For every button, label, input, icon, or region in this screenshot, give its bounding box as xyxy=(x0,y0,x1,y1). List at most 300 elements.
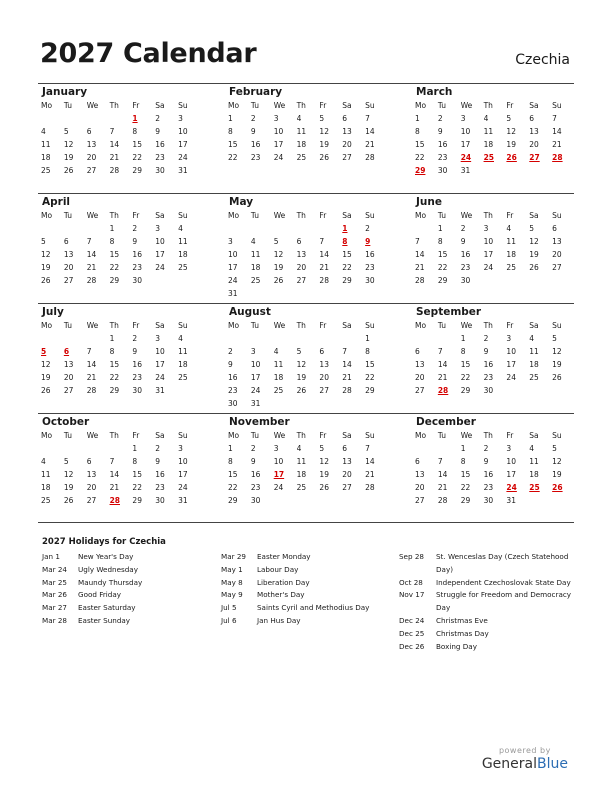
day-cell: 28 xyxy=(437,496,448,505)
country-label: Czechia xyxy=(515,52,570,68)
day-cell: 10 xyxy=(228,250,238,259)
weekday-header: Fr xyxy=(319,101,327,110)
empty-day-cell xyxy=(294,222,317,235)
day-cell: 29 xyxy=(109,276,120,285)
holiday-date: Mar 28 xyxy=(42,615,67,625)
holiday-date: May 1 xyxy=(221,564,243,574)
weekday-header: Tu xyxy=(63,321,73,330)
day-cell: 5 xyxy=(296,347,302,356)
day-cell: 10 xyxy=(155,237,165,246)
day-cell: 3 xyxy=(506,334,512,343)
month-name: September xyxy=(416,306,482,318)
day-cell: 5 xyxy=(273,237,279,246)
weekday-header: Fr xyxy=(506,211,514,220)
day-cell: 2 xyxy=(250,114,256,123)
day-cell: 30 xyxy=(250,496,261,505)
day-cell: 18 xyxy=(529,360,539,369)
day-cell: 17 xyxy=(155,250,165,259)
weekday-header: We xyxy=(273,101,286,110)
month-block xyxy=(225,304,385,410)
day-cell: 21 xyxy=(437,373,448,382)
holiday-item xyxy=(42,589,202,602)
day-cell: 11 xyxy=(529,457,539,466)
day-cell: 13 xyxy=(342,457,352,466)
page-title: 2027 Calendar xyxy=(40,38,257,69)
holiday-item xyxy=(399,551,574,577)
empty-day-cell xyxy=(435,442,458,455)
day-cell: 16 xyxy=(483,360,494,369)
day-cell: 6 xyxy=(415,347,420,356)
weekday-header: Fr xyxy=(506,431,514,440)
month-row xyxy=(38,83,574,193)
day-cell: 26 xyxy=(63,166,74,175)
day-grid xyxy=(38,209,198,287)
day-cell: 25 xyxy=(41,496,51,505)
day-cell: 22 xyxy=(109,263,120,272)
holiday-item xyxy=(399,577,574,590)
weekday-header: Mo xyxy=(41,431,53,440)
day-cell: 10 xyxy=(178,457,188,466)
day-cell: 11 xyxy=(483,127,494,136)
holiday-name: Ugly Wednesday xyxy=(78,564,138,574)
day-cell: 20 xyxy=(342,140,352,149)
weekday-header: Su xyxy=(178,101,188,110)
day-cell: 5 xyxy=(63,127,69,136)
weekday-header: Mo xyxy=(228,101,240,110)
day-cell: 30 xyxy=(155,166,165,175)
day-cell: 9 xyxy=(483,347,489,356)
holiday-item xyxy=(42,564,202,577)
day-cell: 11 xyxy=(41,140,51,149)
day-cell: 28 xyxy=(86,276,97,285)
day-cell: 22 xyxy=(460,483,471,492)
day-cell: 19 xyxy=(41,263,51,272)
day-cell: 2 xyxy=(250,444,256,453)
day-cell: 19 xyxy=(529,250,539,259)
day-cell: 21 xyxy=(319,263,329,272)
holiday-date: May 9 xyxy=(221,590,243,600)
month-row xyxy=(38,413,574,523)
holiday-day-cell: 28 xyxy=(437,386,449,395)
day-cell: 5 xyxy=(506,114,512,123)
day-cell: 8 xyxy=(109,347,115,356)
weekday-header: Th xyxy=(296,321,306,330)
weekday-header: Mo xyxy=(41,101,53,110)
weekday-header: Su xyxy=(178,211,188,220)
day-cell: 16 xyxy=(132,250,142,259)
day-cell: 18 xyxy=(273,373,284,382)
day-cell: 16 xyxy=(250,470,261,479)
day-cell: 19 xyxy=(63,483,74,492)
holiday-name: Labour Day xyxy=(257,564,299,574)
day-cell: 3 xyxy=(155,334,161,343)
day-cell: 12 xyxy=(529,237,539,246)
weekday-header: Su xyxy=(552,211,562,220)
day-cell: 23 xyxy=(460,263,471,272)
day-cell: 14 xyxy=(319,250,329,259)
holiday-date: Sep 28 xyxy=(399,552,424,561)
empty-day-cell xyxy=(294,332,317,345)
day-cell: 20 xyxy=(86,483,97,492)
day-cell: 4 xyxy=(483,114,489,123)
weekday-header: Su xyxy=(365,211,375,220)
day-cell: 21 xyxy=(365,140,375,149)
month-name: July xyxy=(42,306,64,318)
day-cell: 26 xyxy=(41,386,51,395)
weekday-header: Th xyxy=(109,431,119,440)
weekday-header: We xyxy=(86,321,99,330)
day-cell: 16 xyxy=(155,140,165,149)
weekday-header: We xyxy=(86,101,99,110)
day-grid xyxy=(412,319,572,397)
day-cell: 7 xyxy=(319,237,325,246)
day-cell: 4 xyxy=(529,444,535,453)
day-cell: 7 xyxy=(437,347,443,356)
holiday-day-cell: 29 xyxy=(415,166,426,175)
weekday-header: Su xyxy=(178,431,188,440)
day-cell: 27 xyxy=(342,153,352,162)
day-cell: 26 xyxy=(552,373,562,382)
day-cell: 16 xyxy=(483,470,494,479)
day-cell: 10 xyxy=(178,127,188,136)
day-cell: 5 xyxy=(552,334,557,343)
weekday-header: Sa xyxy=(529,211,539,220)
empty-day-cell xyxy=(38,112,61,125)
holiday-day-cell: 26 xyxy=(506,153,517,162)
holiday-date: Mar 27 xyxy=(42,603,67,613)
day-cell: 24 xyxy=(273,483,284,492)
holiday-item xyxy=(221,551,386,564)
day-cell: 19 xyxy=(296,373,307,382)
weekday-header: Sa xyxy=(529,431,539,440)
empty-day-cell xyxy=(38,222,61,235)
day-cell: 31 xyxy=(228,289,238,298)
empty-day-cell xyxy=(84,332,107,345)
holiday-name: Struggle for Freedom and Democracy Day xyxy=(436,590,572,613)
empty-day-cell xyxy=(38,332,61,345)
day-cell: 4 xyxy=(178,224,183,233)
day-cell: 14 xyxy=(552,127,562,136)
weekday-header: Th xyxy=(483,211,493,220)
day-cell: 2 xyxy=(155,444,161,453)
day-cell: 2 xyxy=(155,114,161,123)
day-cell: 14 xyxy=(109,140,120,149)
day-cell: 22 xyxy=(342,263,352,272)
day-cell: 9 xyxy=(250,127,256,136)
day-cell: 29 xyxy=(342,276,352,285)
day-cell: 6 xyxy=(552,224,557,233)
weekday-header: Su xyxy=(178,321,188,330)
day-cell: 2 xyxy=(132,224,138,233)
holidays-title: 2027 Holidays for Czechia xyxy=(42,537,166,547)
day-cell: 11 xyxy=(41,470,51,479)
day-cell: 27 xyxy=(63,276,74,285)
holiday-name: Christmas Day xyxy=(436,628,489,638)
holiday-name: Christmas Eve xyxy=(436,615,488,625)
month-block xyxy=(225,194,385,300)
day-grid xyxy=(412,209,572,287)
day-cell: 22 xyxy=(460,373,471,382)
day-cell: 24 xyxy=(178,483,188,492)
empty-day-cell xyxy=(271,222,294,235)
day-cell: 19 xyxy=(319,470,329,479)
day-cell: 12 xyxy=(63,140,74,149)
day-cell: 6 xyxy=(319,347,325,356)
weekday-header: Sa xyxy=(342,101,352,110)
weekday-header: We xyxy=(460,321,473,330)
day-cell: 11 xyxy=(296,127,307,136)
day-cell: 6 xyxy=(86,127,92,136)
day-cell: 3 xyxy=(273,444,279,453)
day-cell: 5 xyxy=(529,224,535,233)
day-grid xyxy=(225,99,385,164)
day-cell: 23 xyxy=(250,483,261,492)
holiday-day-cell: 24 xyxy=(460,153,472,162)
holiday-day-cell: 8 xyxy=(342,237,348,246)
day-cell: 18 xyxy=(506,250,516,259)
day-cell: 30 xyxy=(132,386,142,395)
empty-day-cell xyxy=(84,222,107,235)
weekday-header: We xyxy=(273,211,286,220)
day-cell: 29 xyxy=(460,386,471,395)
empty-day-cell xyxy=(339,332,362,345)
day-cell: 21 xyxy=(437,483,448,492)
holiday-name: Independent Czechoslovak State Day xyxy=(436,577,571,587)
day-grid xyxy=(225,429,385,507)
holiday-item xyxy=(399,641,574,654)
day-cell: 1 xyxy=(228,444,233,453)
day-grid xyxy=(225,319,385,410)
day-cell: 3 xyxy=(506,444,512,453)
month-block xyxy=(412,84,572,177)
holiday-item xyxy=(221,589,386,602)
day-grid xyxy=(38,99,198,177)
day-cell: 8 xyxy=(460,347,466,356)
empty-day-cell xyxy=(412,332,435,345)
day-cell: 20 xyxy=(86,153,97,162)
day-cell: 21 xyxy=(552,140,562,149)
weekday-header: Sa xyxy=(529,101,539,110)
day-cell: 30 xyxy=(228,399,238,408)
day-cell: 27 xyxy=(319,386,329,395)
day-cell: 27 xyxy=(86,166,97,175)
day-cell: 13 xyxy=(63,250,74,259)
holiday-day-cell: 28 xyxy=(109,496,120,505)
day-cell: 1 xyxy=(460,334,466,343)
day-cell: 18 xyxy=(41,483,51,492)
day-cell: 14 xyxy=(437,360,448,369)
day-cell: 26 xyxy=(63,496,74,505)
day-cell: 9 xyxy=(132,237,138,246)
holidays-column xyxy=(399,551,574,653)
day-cell: 7 xyxy=(365,444,370,453)
weekday-header: Sa xyxy=(155,211,165,220)
empty-day-cell xyxy=(316,222,339,235)
day-cell: 29 xyxy=(132,496,142,505)
day-cell: 9 xyxy=(155,127,161,136)
day-cell: 10 xyxy=(460,127,471,136)
holiday-day-cell: 5 xyxy=(41,347,47,356)
holiday-date: Mar 24 xyxy=(42,564,67,574)
day-cell: 26 xyxy=(273,276,284,285)
day-cell: 30 xyxy=(483,496,494,505)
weekday-header: Sa xyxy=(155,431,165,440)
day-cell: 27 xyxy=(342,483,352,492)
weekday-header: Th xyxy=(109,211,119,220)
day-cell: 23 xyxy=(437,153,448,162)
month-block xyxy=(412,414,572,507)
day-cell: 10 xyxy=(506,457,516,466)
weekday-header: Mo xyxy=(228,211,240,220)
day-cell: 13 xyxy=(415,470,425,479)
day-cell: 18 xyxy=(250,263,261,272)
weekday-header: We xyxy=(86,431,99,440)
powered-by-text: powered by xyxy=(498,746,551,755)
day-cell: 26 xyxy=(529,263,539,272)
day-cell: 10 xyxy=(273,457,284,466)
day-cell: 8 xyxy=(132,457,138,466)
day-cell: 20 xyxy=(415,483,425,492)
holiday-day-cell: 9 xyxy=(365,237,371,246)
holiday-item xyxy=(399,615,574,628)
weekday-header: Sa xyxy=(529,321,539,330)
empty-day-cell xyxy=(412,442,435,455)
day-cell: 5 xyxy=(41,237,46,246)
day-cell: 10 xyxy=(506,347,516,356)
day-cell: 16 xyxy=(437,140,448,149)
day-cell: 16 xyxy=(228,373,238,382)
day-cell: 22 xyxy=(109,373,120,382)
day-cell: 7 xyxy=(86,237,92,246)
day-cell: 11 xyxy=(296,457,307,466)
holiday-date: Mar 26 xyxy=(42,590,67,600)
day-cell: 27 xyxy=(415,386,425,395)
holiday-day-cell: 6 xyxy=(63,347,70,356)
weekday-header: We xyxy=(273,321,286,330)
weekday-header: Sa xyxy=(342,431,352,440)
day-cell: 17 xyxy=(460,140,471,149)
day-cell: 6 xyxy=(529,114,535,123)
day-cell: 21 xyxy=(365,470,375,479)
weekday-header: Th xyxy=(483,101,493,110)
holiday-item xyxy=(42,615,202,628)
day-cell: 21 xyxy=(342,373,352,382)
day-cell: 5 xyxy=(319,444,325,453)
day-cell: 4 xyxy=(41,457,46,466)
day-cell: 13 xyxy=(342,127,352,136)
day-cell: 11 xyxy=(250,250,261,259)
day-cell: 11 xyxy=(178,347,188,356)
holiday-date: Dec 26 xyxy=(399,641,425,651)
day-cell: 12 xyxy=(41,250,51,259)
holiday-item xyxy=(42,602,202,615)
day-cell: 25 xyxy=(296,483,307,492)
month-block xyxy=(38,414,198,507)
day-cell: 25 xyxy=(178,263,188,272)
day-cell: 12 xyxy=(296,360,307,369)
day-cell: 1 xyxy=(437,224,443,233)
day-cell: 11 xyxy=(178,237,188,246)
day-cell: 14 xyxy=(415,250,425,259)
day-cell: 3 xyxy=(155,224,161,233)
empty-day-cell xyxy=(84,112,107,125)
day-cell: 30 xyxy=(460,276,471,285)
day-cell: 2 xyxy=(365,224,370,233)
day-cell: 7 xyxy=(437,457,443,466)
day-cell: 27 xyxy=(86,496,97,505)
weekday-header: Tu xyxy=(437,321,447,330)
day-cell: 11 xyxy=(529,347,539,356)
weekday-header: Tu xyxy=(63,431,73,440)
day-cell: 7 xyxy=(415,237,420,246)
day-cell: 18 xyxy=(178,250,188,259)
footer-branding[interactable] xyxy=(482,746,568,772)
day-cell: 8 xyxy=(460,457,466,466)
day-cell: 19 xyxy=(506,140,516,149)
day-cell: 27 xyxy=(296,276,307,285)
month-row xyxy=(38,193,574,303)
holiday-date: Jul 5 xyxy=(221,603,237,613)
holiday-day-cell: 26 xyxy=(552,483,563,492)
day-cell: 19 xyxy=(273,263,284,272)
holiday-item xyxy=(42,551,202,564)
month-block xyxy=(38,84,198,177)
day-cell: 20 xyxy=(296,263,307,272)
month-name: January xyxy=(42,86,88,98)
day-cell: 21 xyxy=(109,483,120,492)
day-cell: 5 xyxy=(319,114,325,123)
day-cell: 6 xyxy=(296,237,302,246)
holiday-day-cell: 27 xyxy=(529,153,540,162)
weekday-header: Th xyxy=(109,321,119,330)
holiday-date: Jul 6 xyxy=(221,615,237,625)
day-cell: 12 xyxy=(319,457,329,466)
day-cell: 6 xyxy=(342,444,348,453)
brand-logo[interactable] xyxy=(482,756,568,772)
day-cell: 9 xyxy=(155,457,161,466)
empty-day-cell xyxy=(248,222,271,235)
day-cell: 24 xyxy=(155,263,165,272)
day-cell: 1 xyxy=(109,224,115,233)
weekday-header: Su xyxy=(365,321,375,330)
weekday-header: Th xyxy=(296,431,306,440)
weekday-header: Sa xyxy=(155,101,165,110)
holidays-column xyxy=(42,551,202,628)
day-cell: 10 xyxy=(155,347,165,356)
weekday-header: Fr xyxy=(132,101,140,110)
weekday-header: Mo xyxy=(228,321,240,330)
day-cell: 22 xyxy=(365,373,375,382)
weekday-header: Fr xyxy=(319,211,327,220)
brand-general: General xyxy=(481,756,538,772)
holiday-name: Jan Hus Day xyxy=(257,615,301,625)
day-cell: 14 xyxy=(365,457,375,466)
day-cell: 15 xyxy=(342,250,352,259)
weekday-header: We xyxy=(86,211,99,220)
holiday-name: St. Wenceslas Day (Czech Statehood Day) xyxy=(436,552,569,574)
day-cell: 9 xyxy=(437,127,443,136)
holiday-date: Dec 25 xyxy=(399,628,425,638)
weekday-header: Tu xyxy=(250,211,260,220)
month-name: May xyxy=(229,196,254,208)
day-cell: 9 xyxy=(483,457,489,466)
weekday-header: We xyxy=(273,431,286,440)
holiday-name: Liberation Day xyxy=(257,577,310,587)
day-cell: 17 xyxy=(178,140,188,149)
weekday-header: Fr xyxy=(506,321,514,330)
holiday-day-cell: 25 xyxy=(529,483,540,492)
month-block xyxy=(225,414,385,507)
